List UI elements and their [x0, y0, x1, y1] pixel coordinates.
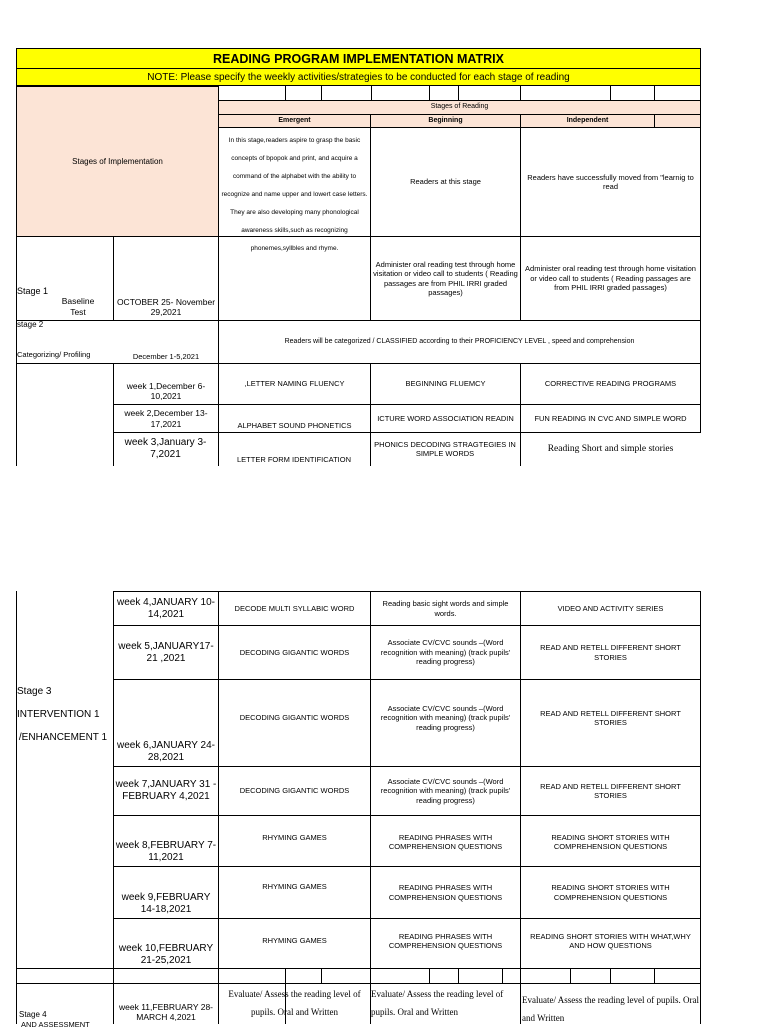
week-row-6-beginning: Associate CV/CVC sounds –(Word recognition with meaning) (track pupils' reading progress) — [380, 703, 511, 732]
stages-reading-header: Stages of Reading — [218, 100, 701, 115]
week-row-3-date: week 3,January 3-7,2021 — [113, 432, 219, 466]
week-row-4-beginning: Reading basic sight words and simple words. — [382, 599, 509, 618]
week-row-5-date: week 5,JANUARY17-21 ,2021 — [118, 640, 214, 664]
stage2-categorize: Readers will be categorized / CLASSIFIED according to their PROFICIENCY LEVEL , speed and comprehension — [218, 320, 701, 364]
stage1-label: Stage 1 — [17, 286, 49, 296]
stage2-label-cell — [16, 320, 114, 364]
week-row-8-independent: READING SHORT STORIES WITH COMPREHENSION QUESTIONS — [551, 832, 670, 851]
stage4-sub: AND ASSESSMENT — [21, 1020, 90, 1029]
week-row-3-beginning: PHONICS DECODING STRAGTEGIES IN SIMPLE WORDS — [370, 432, 521, 466]
week-row-8-date: week 8,FEBRUARY 7-11,2021 — [115, 840, 217, 863]
week-row-1-independent: CORRECTIVE READING PROGRAMS — [520, 363, 701, 405]
week-row-1-emergent: ,LETTER NAMING FLUENCY — [218, 363, 371, 405]
col-extra — [654, 114, 701, 128]
week-row-3-emergent: LETTER FORM IDENTIFICATION — [218, 432, 371, 466]
col-independent: Independent — [520, 114, 655, 128]
week-row-10-emergent: RHYMING GAMES — [262, 936, 327, 946]
stage2-label: stage 2 — [17, 320, 44, 329]
week-row-6-independent: READ AND RETELL DIFFERENT SHORT STORIES — [540, 708, 681, 727]
header-empty-row — [218, 86, 701, 101]
week-row-8-emergent: RHYMING GAMES — [262, 833, 327, 843]
stages-implementation-header: Stages of Implementation — [16, 86, 219, 237]
stage1-date: OCTOBER 25- November 29,2021 — [113, 236, 219, 321]
week-row-9-date: week 9,FEBRUARY 14-18,2021 — [121, 892, 211, 915]
week-row-1-beginning: BEGINNING FLUEMCY — [370, 363, 521, 405]
week-row-9-beginning: READING PHRASES WITH COMPREHENSION QUESTIONS — [388, 883, 503, 902]
col-emergent: Emergent — [218, 114, 371, 128]
week-row-6-emergent: DECODING GIGANTIC WORDS — [239, 713, 350, 723]
week-row-7-independent: READ AND RETELL DIFFERENT SHORT STORIES — [540, 781, 681, 800]
week-row-10-independent: READING SHORT STORIES WITH WHAT,WHY AND HOW QUESTIONS — [530, 931, 691, 950]
emergent-description: In this stage,readers aspire to grasp the basic concepts of bpopok and print, and acquire a command of the alphabet with the ability to recognize and name upper and lowert case letters. They are also developing many phonological awareness skills,such as recognizing phonemes,syllbles and rhyme. — [218, 127, 371, 237]
stage3-label: Stage 3 — [17, 686, 52, 697]
stage4-independent: Evaluate/ Assess the reading level of pupils. Oral and Written — [522, 995, 699, 1023]
page-title: READING PROGRAM IMPLEMENTATION MATRIX — [213, 51, 504, 66]
week-row-4-date: week 4,JANUARY 10-14,2021 — [116, 596, 215, 620]
stage1-label-cell — [16, 236, 114, 321]
week-row-9-independent: READING SHORT STORIES WITH COMPREHENSION QUESTIONS — [551, 883, 670, 902]
stage1-sub: Baseline Test — [61, 296, 95, 317]
week-row-5-beginning: Associate CV/CVC sounds –(Word recognition with meaning) (track pupils' reading progress) — [380, 638, 511, 667]
stage3-sub2: /ENHANCEMENT 1 — [18, 732, 108, 743]
stage3-sub1: INTERVENTION 1 — [17, 709, 100, 720]
week-row-9-emergent: RHYMING GAMES — [262, 882, 327, 892]
week-row-3-independent: Reading Short and simple stories — [547, 444, 674, 454]
stage2-sub: Categorizing/ Profiling — [17, 350, 91, 359]
week-row-4-independent: VIDEO AND ACTIVITY SERIES — [557, 603, 664, 613]
week-row-10-beginning: READING PHRASES WITH COMPREHENSION QUESTIONS — [388, 931, 503, 950]
title-bar — [16, 48, 701, 69]
week-row-4-emergent: DECODE MULTI SYLLABIC WORD — [234, 603, 355, 613]
stage3-label-cell — [17, 686, 113, 744]
stage1-beginning: Administer oral reading test through home visitation or video call to students ( Reading passages are from PHIL IRRI graded passages) — [370, 236, 521, 321]
week-row-5-emergent: DECODING GIGANTIC WORDS — [239, 647, 350, 657]
week-row-2-independent: FUN READING IN CVC AND SIMPLE WORD — [520, 404, 701, 433]
stage4-beginning: Evaluate/ Assess the reading level of pupils. Oral and Written — [371, 989, 504, 1017]
stage4-week: week 11,FEBRUARY 28-MARCH 4,2021 — [118, 1001, 213, 1023]
col-beginning: Beginning — [370, 114, 521, 128]
stage2-date: December 1-5,2021 — [113, 320, 219, 364]
week-row-7-beginning: Associate CV/CVC sounds –(Word recognition with meaning) (track pupils' reading progress) — [380, 776, 511, 805]
week-row-10-date: week 10,FEBRUARY 21-25,2021 — [118, 943, 214, 966]
week-row-1-date: week 1,December 6-10,2021 — [113, 363, 219, 405]
stage4-emergent: Evaluate/ Assess the reading level of pupils. Oral and Written — [228, 989, 361, 1017]
note-bar — [16, 68, 701, 86]
note-text: NOTE: Please specify the weekly activities/strategies to be conducted for each stage of reading — [147, 71, 570, 83]
week-row-2-emergent: ALPHABET SOUND PHONETICS — [218, 404, 371, 433]
stage1-independent: Administer oral reading test through home visitation or video call to students ( Reading passages are from PHIL IRRI graded passages) — [520, 236, 701, 321]
stage4-label-cell — [17, 984, 113, 1029]
independent-description: Readers have successfully moved from "learnig to read — [520, 127, 701, 237]
stage4-label: Stage 4 — [19, 1010, 47, 1019]
week-row-7-emergent: DECODING GIGANTIC WORDS — [239, 786, 350, 796]
stage1-emergent — [218, 236, 371, 321]
week-row-7-date: week 7,JANUARY 31 -FEBRUARY 4,2021 — [115, 779, 217, 802]
week-row-5-independent: READ AND RETELL DIFFERENT SHORT STORIES — [540, 643, 681, 662]
week-row-6-date: week 6,JANUARY 24-28,2021 — [116, 740, 215, 763]
beginning-description: Readers at this stage — [370, 127, 521, 237]
week-row-2-date: week 2,December 13-17,2021 — [113, 404, 219, 433]
week-row-8-beginning: READING PHRASES WITH COMPREHENSION QUESTIONS — [388, 832, 503, 851]
week-row-2-beginning: ICTURE WORD ASSOCIATION READIN — [370, 404, 521, 433]
